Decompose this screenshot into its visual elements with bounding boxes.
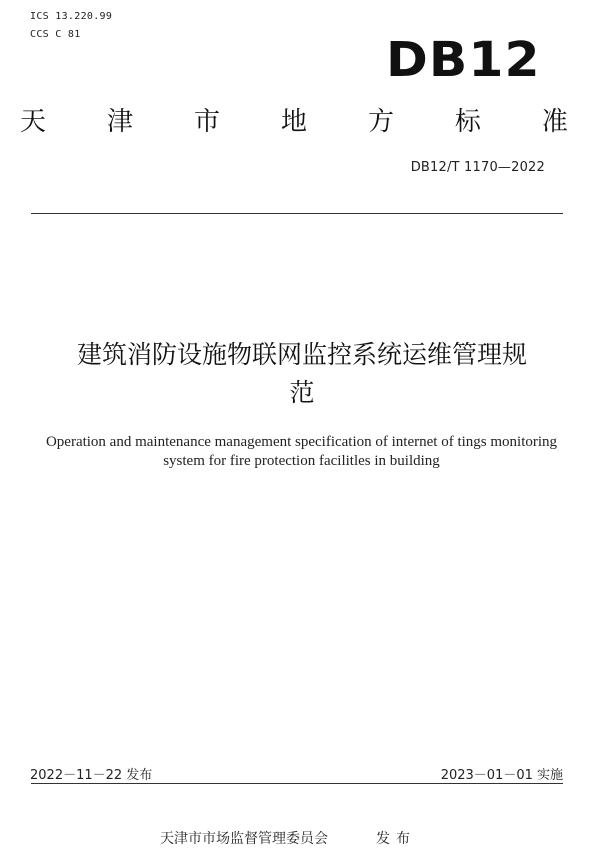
issue-date: 2022－11－22 发布 xyxy=(30,768,153,783)
standard-type-char: 方 xyxy=(367,107,394,137)
standard-type-heading xyxy=(20,104,568,140)
standard-type-char: 津 xyxy=(106,107,133,137)
standard-type-char: 标 xyxy=(454,107,481,137)
ccs-code: CCS C 81 xyxy=(30,29,81,40)
standard-type-char: 市 xyxy=(193,107,220,137)
chinese-title-line2: 范 xyxy=(289,378,315,407)
english-title-line2: system for fire protection facilitles in building xyxy=(163,453,440,469)
ics-code: ICS 13.220.99 xyxy=(30,11,113,22)
standard-type-char: 地 xyxy=(280,107,307,137)
top-divider xyxy=(31,213,563,214)
chinese-title xyxy=(28,336,576,412)
bottom-divider xyxy=(31,783,563,784)
standard-type-char: 天 xyxy=(20,107,47,137)
implementation-date: 2023－01－01 实施 xyxy=(440,768,563,783)
publish-word: 发布 xyxy=(376,831,416,847)
english-title-line1: Operation and maintenance management specification of internet of tings monitoring xyxy=(45,434,558,450)
db-logo: DB12 xyxy=(386,32,541,88)
publisher: 天津市市场监督管理委员会 xyxy=(160,831,328,847)
chinese-title-line1: 建筑消防设施物联网监控系统运维管理规 xyxy=(76,340,527,369)
standard-number: DB12/T 1170—2022 xyxy=(410,160,545,175)
standard-type-char: 准 xyxy=(541,107,568,137)
english-title xyxy=(20,433,583,471)
